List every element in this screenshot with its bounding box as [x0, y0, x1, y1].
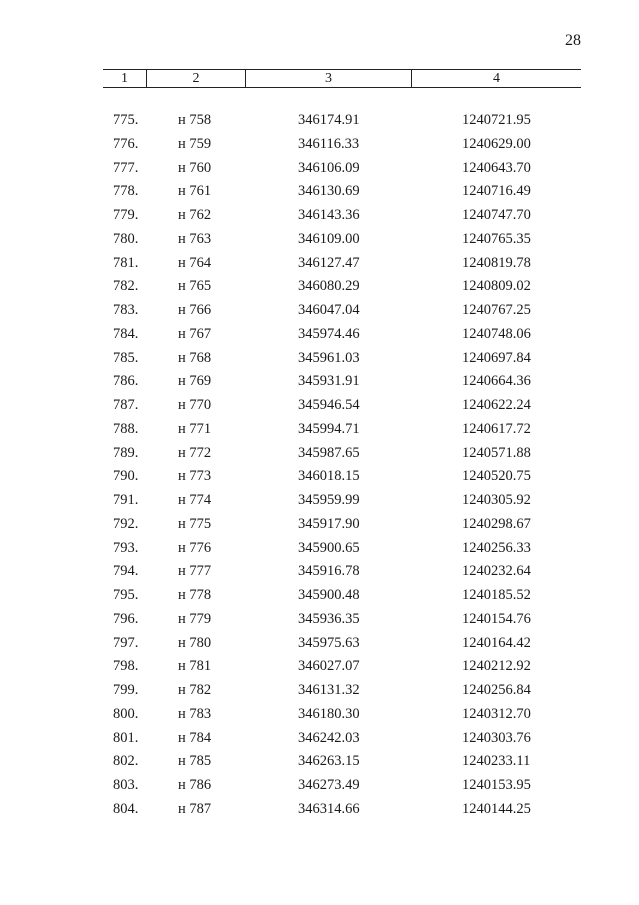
x-coordinate: 345959.99: [298, 492, 360, 508]
table-row: [0, 682, 639, 706]
x-coordinate: 346047.04: [298, 302, 360, 318]
point-id: н 768: [178, 349, 212, 366]
row-number: 778.: [113, 183, 139, 200]
row-number: 798.: [113, 658, 139, 675]
table-header: [103, 69, 581, 88]
table-row: [0, 373, 639, 397]
row-number: 792.: [113, 515, 139, 532]
header-col-2: 2: [147, 70, 246, 87]
y-coordinate: 1240256.84: [462, 682, 531, 698]
y-coordinate: 1240721.95: [462, 112, 531, 128]
x-coordinate: 346018.15: [298, 468, 360, 485]
table-row: [0, 777, 639, 801]
x-coordinate: 345917.90: [298, 515, 360, 532]
y-coordinate: 1240664.36: [462, 373, 531, 390]
table-row: [0, 611, 639, 635]
x-coordinate: 346027.07: [298, 658, 360, 675]
row-number: 779.: [113, 207, 139, 223]
row-number: 791.: [113, 492, 139, 508]
point-id: н 769: [178, 373, 212, 390]
point-id: н 780: [178, 634, 212, 651]
y-coordinate: 1240747.70: [462, 207, 531, 223]
y-coordinate: 1240748.06: [462, 325, 531, 342]
table-row: [0, 468, 639, 492]
row-number: 777.: [113, 159, 139, 176]
table-row: [0, 302, 639, 326]
table-row: [0, 801, 639, 825]
point-id: н 779: [178, 610, 212, 627]
table-row: [0, 160, 639, 184]
x-coordinate: 346109.00: [298, 230, 360, 247]
point-id: н 758: [178, 112, 212, 128]
point-id: н 764: [178, 254, 212, 271]
point-id: н 759: [178, 135, 212, 152]
point-id: н 776: [178, 539, 212, 556]
point-id: н 778: [178, 587, 212, 603]
point-id: н 787: [178, 800, 212, 817]
row-number: 783.: [113, 302, 139, 318]
row-number: 784.: [113, 325, 139, 342]
x-coordinate: 345946.54: [298, 397, 360, 413]
table-row: [0, 397, 639, 421]
table-row: [0, 492, 639, 516]
table-row: [0, 350, 639, 374]
x-coordinate: 346127.47: [298, 254, 360, 271]
y-coordinate: 1240303.76: [462, 729, 531, 746]
table-row: [0, 231, 639, 255]
x-coordinate: 346273.49: [298, 777, 360, 793]
table-row: [0, 278, 639, 302]
point-id: н 775: [178, 515, 212, 532]
row-number: 785.: [113, 349, 139, 366]
row-number: 786.: [113, 373, 139, 390]
row-number: 801.: [113, 729, 139, 746]
row-number: 776.: [113, 135, 139, 152]
point-id: н 777: [178, 563, 212, 580]
point-id: н 786: [178, 777, 212, 793]
header-col-4: 4: [493, 70, 500, 86]
x-coordinate: 345975.63: [298, 634, 360, 651]
point-id: н 765: [178, 278, 212, 295]
y-coordinate: 1240571.88: [462, 444, 531, 461]
y-coordinate: 1240629.00: [462, 135, 531, 152]
x-coordinate: 346116.33: [298, 135, 360, 152]
row-number: 780.: [113, 230, 139, 247]
y-coordinate: 1240617.72: [462, 420, 531, 437]
table-row: [0, 326, 639, 350]
y-coordinate: 1240305.92: [462, 492, 531, 508]
y-coordinate: 1240232.64: [462, 563, 531, 580]
row-number: 803.: [113, 777, 139, 793]
x-coordinate: 345987.65: [298, 444, 360, 461]
table-row: [0, 563, 639, 587]
row-number: 790.: [113, 468, 139, 485]
table-row: [0, 445, 639, 469]
y-coordinate: 1240312.70: [462, 705, 531, 722]
table-row: [0, 587, 639, 611]
table-row: [0, 136, 639, 160]
point-id: н 783: [178, 705, 212, 722]
point-id: н 773: [178, 468, 212, 485]
x-coordinate: 346180.30: [298, 705, 360, 722]
row-number: 782.: [113, 278, 139, 295]
point-id: н 772: [178, 444, 212, 461]
point-id: н 784: [178, 729, 212, 746]
x-coordinate: 346080.29: [298, 278, 360, 295]
table-row: [0, 540, 639, 564]
header-col-3: 3: [246, 70, 412, 87]
table-row: [0, 421, 639, 445]
x-coordinate: 346242.03: [298, 729, 360, 746]
y-coordinate: 1240643.70: [462, 159, 531, 176]
table-row: [0, 255, 639, 279]
point-id: н 782: [178, 682, 212, 698]
point-id: н 785: [178, 753, 212, 770]
y-coordinate: 1240622.24: [462, 397, 531, 413]
y-coordinate: 1240298.67: [462, 515, 531, 532]
y-coordinate: 1240212.92: [462, 658, 531, 675]
x-coordinate: 346263.15: [298, 753, 360, 770]
point-id: н 761: [178, 183, 212, 200]
x-coordinate: 345900.48: [298, 587, 360, 603]
y-coordinate: 1240809.02: [462, 278, 531, 295]
x-coordinate: 346131.32: [298, 682, 360, 698]
x-coordinate: 345994.71: [298, 420, 360, 437]
table-row: [0, 730, 639, 754]
y-coordinate: 1240767.25: [462, 302, 531, 318]
point-id: н 760: [178, 159, 212, 176]
table-row: [0, 753, 639, 777]
table-row: [0, 112, 639, 136]
table-row: [0, 207, 639, 231]
row-number: 789.: [113, 444, 139, 461]
point-id: н 767: [178, 325, 212, 342]
y-coordinate: 1240819.78: [462, 254, 531, 271]
y-coordinate: 1240765.35: [462, 230, 531, 247]
table-row: [0, 183, 639, 207]
point-id: н 770: [178, 397, 212, 413]
y-coordinate: 1240233.11: [462, 753, 531, 770]
coordinate-table-body: [0, 112, 639, 825]
x-coordinate: 345900.65: [298, 539, 360, 556]
x-coordinate: 346314.66: [298, 800, 360, 817]
y-coordinate: 1240716.49: [462, 183, 531, 200]
page-number: 28: [565, 32, 581, 49]
row-number: 800.: [113, 705, 139, 722]
x-coordinate: 345974.46: [298, 325, 360, 342]
row-number: 795.: [113, 587, 139, 603]
point-id: н 766: [178, 302, 212, 318]
row-number: 804.: [113, 800, 139, 817]
table-row: [0, 516, 639, 540]
table-row: [0, 635, 639, 659]
x-coordinate: 346143.36: [298, 207, 360, 223]
row-number: 775.: [113, 112, 139, 128]
y-coordinate: 1240185.52: [462, 587, 531, 603]
point-id: н 774: [178, 492, 212, 508]
row-number: 794.: [113, 563, 139, 580]
header-col-1: 1: [103, 70, 147, 87]
point-id: н 771: [178, 420, 212, 437]
table-row: [0, 706, 639, 730]
y-coordinate: 1240256.33: [462, 539, 531, 556]
point-id: н 762: [178, 207, 212, 223]
x-coordinate: 345916.78: [298, 563, 360, 580]
row-number: 788.: [113, 420, 139, 437]
row-number: 802.: [113, 753, 139, 770]
point-id: н 781: [178, 658, 212, 675]
x-coordinate: 346174.91: [298, 112, 360, 128]
y-coordinate: 1240153.95: [462, 777, 531, 793]
point-id: н 763: [178, 230, 212, 247]
row-number: 797.: [113, 634, 139, 651]
y-coordinate: 1240164.42: [462, 634, 531, 651]
y-coordinate: 1240697.84: [462, 349, 531, 366]
x-coordinate: 346130.69: [298, 183, 360, 200]
row-number: 787.: [113, 397, 139, 413]
table-row: [0, 658, 639, 682]
row-number: 796.: [113, 610, 139, 627]
row-number: 781.: [113, 254, 139, 271]
x-coordinate: 345936.35: [298, 610, 360, 627]
y-coordinate: 1240520.75: [462, 468, 531, 485]
row-number: 793.: [113, 539, 139, 556]
row-number: 799.: [113, 682, 139, 698]
x-coordinate: 346106.09: [298, 159, 360, 176]
x-coordinate: 345961.03: [298, 349, 360, 366]
x-coordinate: 345931.91: [298, 373, 360, 390]
y-coordinate: 1240154.76: [462, 610, 531, 627]
y-coordinate: 1240144.25: [462, 800, 531, 817]
